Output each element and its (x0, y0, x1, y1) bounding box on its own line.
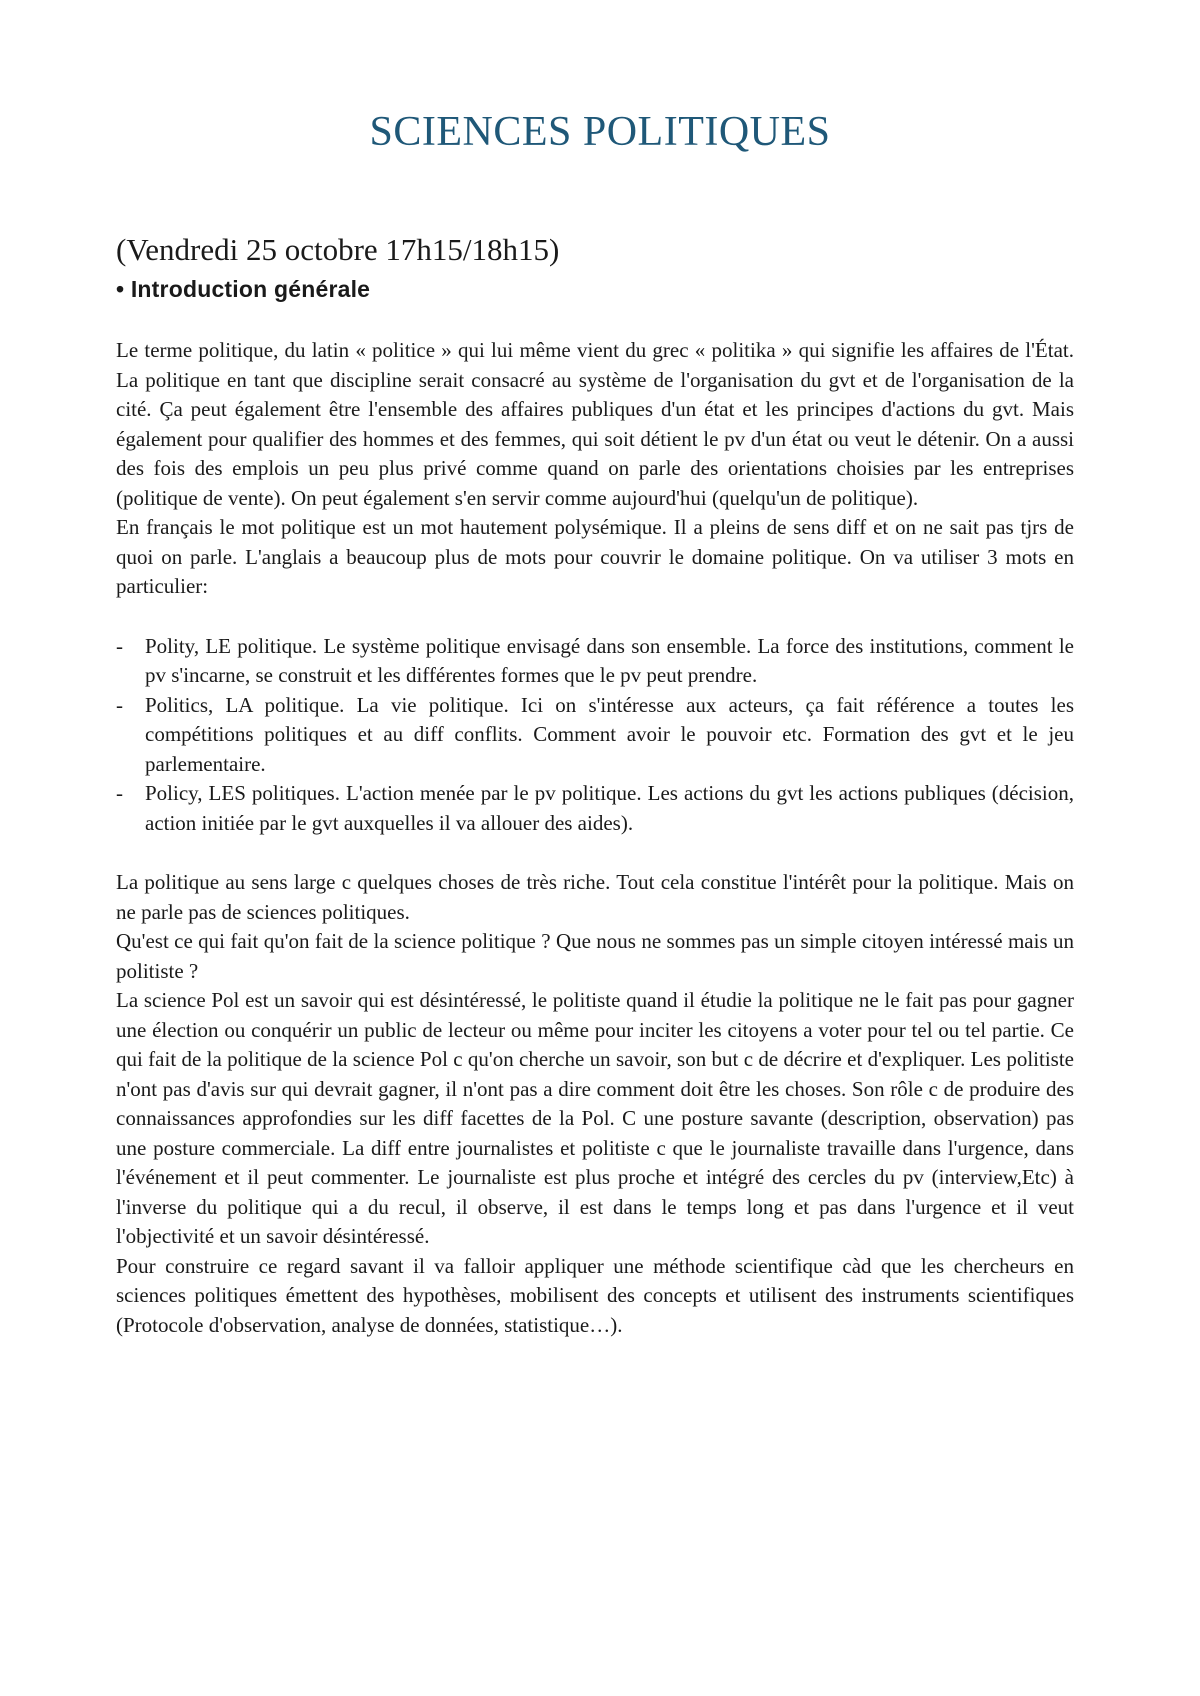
paragraph: La politique au sens large c quelques choses de très riche. Tout cela constitue l'intérêt pour la politique. Mais on ne parle pas de sciences politiques. (116, 870, 1074, 924)
dash-bullet: - (116, 781, 123, 805)
document-body (116, 336, 1074, 1340)
list-item-text: Policy, LES politiques. L'action menée par le pv politique. Les actions du gvt les actions publiques (décision, action initiée par le gvt auxquelles il va allouer des aides). (145, 781, 1074, 835)
paragraph: La science Pol est un savoir qui est désintéressé, le politiste quand il étudie la politique ne le fait pas pour gagner une élection ou conquérir un public de lecteur ou même pour inciter les citoyens a voter pour tel ou tel partie. Ce qui fait de la politique de la science Pol c qu'on cherche un savoir, son but c de décrire et d'expliquer. Les politiste n'ont pas d'avis sur qui devrait gagner, il n'ont pas a dire comment doit être les choses. Son rôle c de produire des connaissances approfondies sur les diff facettes de la Pol. C une posture savante (description, observation) pas une posture commerciale. La diff entre journalistes et politiste c que le journaliste travaille dans l'urgence, dans l'événement et il peut commenter. Le journaliste est plus proche et intégré des cercles du pv (interview,Etc) à l'inverse du politique qui a du recul, il observe, il est dans le temps long et pas dans l'urgence et il veut l'objectivité et un savoir désintéressé. (116, 988, 1074, 1248)
dash-bullet: - (116, 692, 123, 717)
document-title: SCIENCES POLITIQUES (369, 109, 831, 155)
paragraph: Le terme politique, du latin « politice » qui lui même vient du grec « politika » qui signifie les affaires de l'État. La politique en tant que discipline serait consacré au système de l'organisation du gvt et de l'organisation de la cité. Ça peut également être l'ensemble des affaires publiques d'un état et les principes d'actions du gvt. Mais également pour qualifier des hommes et des femmes, qui soit détient le pv d'un état ou veut le détenir. On a aussi des fois des emplois un peu plus privé comme quand on parle des orientations choisies par les entreprises (politique de vente). On peut également s'en servir comme aujourd'hui (quelqu'un de politique). (116, 338, 1074, 510)
dash-bullet: - (116, 633, 123, 658)
section-heading: • Introduction générale (116, 276, 371, 302)
session-date: (Vendredi 25 octobre 17h15/18h15) (116, 232, 560, 267)
list-item (116, 632, 1074, 691)
list-item (116, 691, 1074, 780)
paragraph: Pour construire ce regard savant il va falloir appliquer une méthode scientifique càd que les chercheurs en sciences politiques émettent des hypothèses, mobilisent des concepts et utilisent des instruments scientifiques (Protocole d'observation, analyse de données, statistique…). (116, 1253, 1074, 1337)
paragraph: En français le mot politique est un mot hautement polysémique. Il a pleins de sens diff et on ne sait pas tjrs de quoi on parle. L'anglais a beaucoup plus de mots pour couvrir le domaine politique. On va utiliser 3 mots en particulier: (116, 515, 1074, 598)
definition-list (116, 632, 1074, 839)
paragraph: Qu'est ce qui fait qu'on fait de la science politique ? Que nous ne sommes pas un simple citoyen intéressé mais un politiste ? (116, 929, 1074, 983)
list-item-text: Polity, LE politique. Le système politique envisagé dans son ensemble. La force des institutions, comment le pv s'incarne, se construit et les différentes formes que le pv peut prendre. (145, 633, 1074, 687)
list-item-text: Politics, LA politique. La vie politique. Ici on s'intéresse aux acteurs, ça fait référence a toutes les compétitions politiques et au diff conflits. Comment avoir le pouvoir etc. Formation des gvt et le jeu parlementaire. (145, 692, 1074, 776)
list-item (116, 779, 1074, 838)
